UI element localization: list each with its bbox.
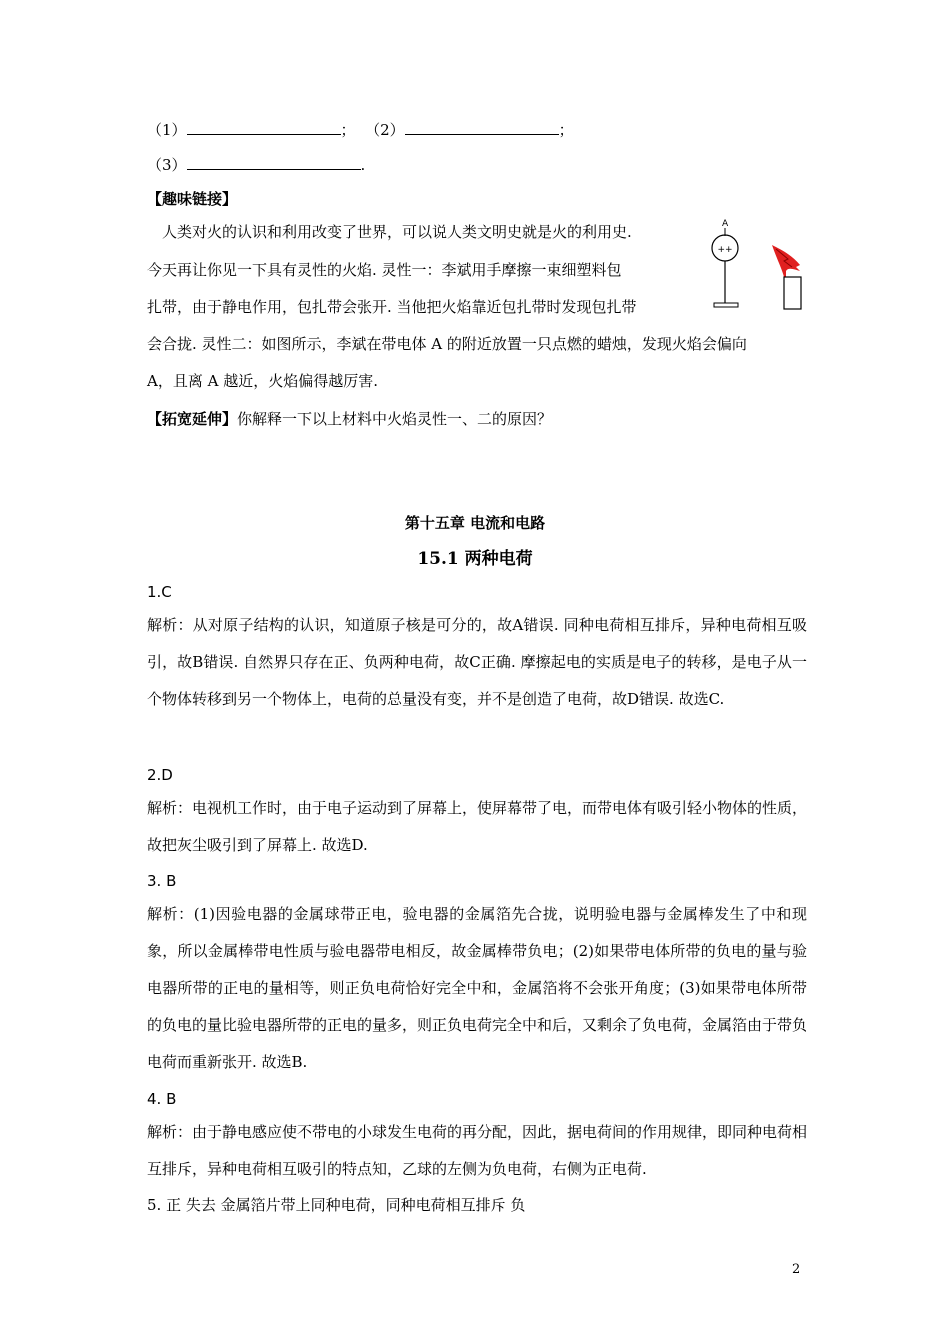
charge-label: ++: [717, 245, 733, 255]
candle-icon: [784, 277, 801, 309]
explanation-3: 解析：(1)因验电器的金属球带正电，验电器的金属箔先合拢，说明验电器与金属棒发生了中和现象，所以金属棒带电性质与验电器带电相反，故金属棒带负电；(2)如果带电体所带的负电的量与验电器所带的正电的量相等，则正负电荷恰好完全中和，金属箔将不会张开角度；(3)如果带电体所带的负电的量比验电器所带的正电的量多，则正负电荷完全中和后，又剩余了负电荷，金属箔由于带负电荷而重新张开. 故选B.: [147, 905, 808, 1071]
answer-blank-1[interactable]: [187, 120, 341, 135]
explanation-2: 解析：电视机工作时，由于电子运动到了屏幕上，使屏幕带了电，而带电体有吸引轻小物体的性质，故把灰尘吸引到了屏幕上. 故选D.: [147, 799, 808, 854]
blank-label-2: （2）: [365, 121, 405, 139]
chapter-title: 第十五章 电流和电路: [404, 514, 546, 532]
blank-sep-1: ；: [340, 121, 356, 139]
fun-link-line-1: 人类对火的认识和利用改变了世界，可以说人类文明史就是火的利用史.: [162, 223, 632, 241]
extend-line: [147, 409, 552, 429]
blank-end: .: [360, 156, 366, 174]
label-a: A: [722, 219, 729, 229]
section-title: 15.1 两种电荷: [417, 549, 533, 569]
extend-text: 你解释一下以上材料中火焰灵性一、二的原因？: [237, 410, 553, 428]
answer-5: 5. 正 失去 金属箔片带上同种电荷，同种电荷相互排斥 负: [147, 1196, 526, 1214]
explanation-1: 解析：从对原子结构的认识，知道原子核是可分的，故A错误. 同种电荷相互排斥，异种电荷相互吸引，故B错误. 自然界只存在正、负两种电荷，故C正确. 摩擦起电的实质是电子的转移，是电子从一个物体转移到另一个物体上，电荷的总量没有变，并不是创造了电荷，故D错误. 故选C.: [147, 616, 807, 708]
blank-line-2: [147, 155, 365, 175]
blank-sep-2: ；: [558, 121, 574, 139]
fun-link-line-2: 今天再让你见一下具有灵性的火焰. 灵性一：李斌用手摩擦一束细塑料包: [147, 261, 622, 279]
extend-heading: 【拓宽延伸】: [147, 410, 238, 428]
answer-blank-3[interactable]: [187, 155, 361, 170]
fun-link-heading: 【趣味链接】: [147, 190, 238, 208]
blank-line-1: [147, 120, 574, 140]
answer-blank-2[interactable]: [405, 120, 559, 135]
answer-3: 3. B: [147, 872, 177, 890]
answer-4: 4. B: [147, 1090, 177, 1108]
fun-link-line-5: A，且离 A 越近，火焰偏得越厉害.: [147, 372, 378, 390]
fun-link-line-3: 扎带，由于静电作用，包扎带会张开. 当他把火焰靠近包扎带时发现包扎带: [147, 298, 637, 316]
blank-label-1: （1）: [147, 121, 187, 139]
answer-2: 2.D: [147, 766, 173, 784]
answer-1: 1.C: [147, 583, 172, 601]
stand-base: [714, 303, 738, 307]
page-number: 2: [792, 1262, 801, 1277]
explanation-4: 解析：由于静电感应使不带电的小球发生电荷的再分配，因此，据电荷间的作用规律，即同种电荷相互排斥，异种电荷相互吸引的特点知，乙球的左侧为负电荷，右侧为正电荷.: [147, 1123, 808, 1178]
fun-link-line-4: 会合拢. 灵性二：如图所示，李斌在带电体 A 的附近放置一只点燃的蜡烛，发现火焰会偏向: [147, 335, 747, 353]
charged-body-candle-figure: [700, 213, 810, 317]
blank-label-3: （3）: [147, 156, 187, 174]
